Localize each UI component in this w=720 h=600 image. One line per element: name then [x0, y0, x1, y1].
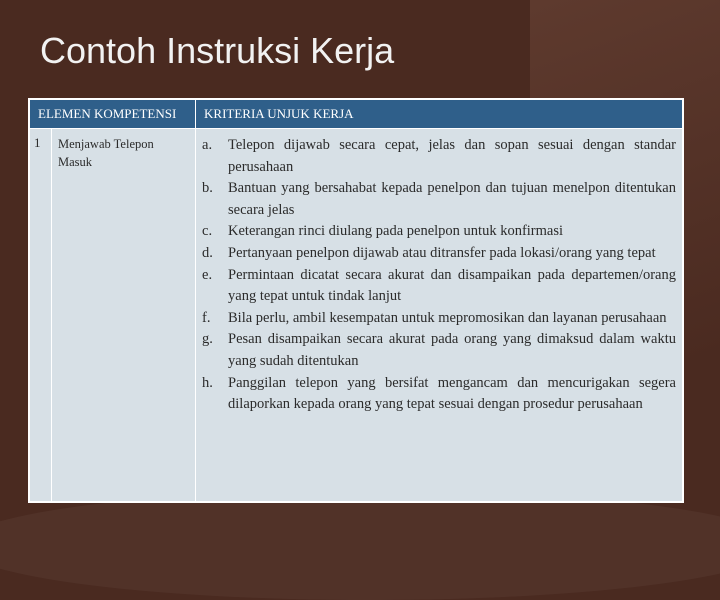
criteria-marker: e. — [202, 266, 213, 283]
row-number: 1 — [30, 129, 52, 502]
criteria-text: Keterangan rinci diulang pada penelpon untuk konfirmasi — [228, 223, 564, 240]
competency-table — [28, 98, 684, 503]
criteria-marker: h. — [202, 374, 213, 391]
header-kriteria-unjuk-kerja: KRITERIA UNJUK KERJA — [196, 100, 683, 129]
criteria-marker: f. — [202, 309, 211, 326]
criteria-text: Bantuan yang bersahabat kepada penelpon dan tujuan menelpon ditentukan secara jelas — [228, 180, 676, 218]
criteria-text: Telepon dijawab secara cepat, jelas dan sopan sesuai dengan standar perusahaan — [228, 137, 676, 175]
elemen-cell: Menjawab Telepon Masuk — [52, 129, 196, 502]
criteria-marker: g. — [202, 331, 213, 348]
table — [29, 99, 683, 502]
criteria-item — [202, 135, 676, 178]
criteria-marker: b. — [202, 180, 213, 197]
criteria-marker: a. — [202, 137, 213, 153]
criteria-item — [202, 373, 676, 416]
kriteria-cell — [196, 129, 683, 502]
criteria-list — [202, 135, 676, 416]
criteria-item — [202, 178, 676, 221]
criteria-text: Panggilan telepon yang bersifat mengancam dan mencurigakan segera dilaporkan kepada orang yang tepat sesuai dengan prosedur perusahaan — [228, 374, 676, 413]
table-row — [30, 129, 683, 502]
criteria-item — [202, 221, 676, 243]
criteria-marker: c. — [202, 223, 213, 240]
criteria-item — [202, 243, 676, 265]
criteria-text: Bila perlu, ambil kesempatan untuk mepromosikan dan layanan perusahaan — [228, 309, 667, 326]
criteria-text: Pertanyaan penelpon dijawab atau ditransfer pada lokasi/orang yang tepat — [228, 244, 656, 261]
criteria-item — [202, 265, 676, 308]
criteria-item — [202, 329, 676, 372]
criteria-text: Permintaan dicatat secara akurat dan disampaikan pada departemen/orang yang tepat untuk tindak lanjut — [228, 266, 676, 305]
table-header-row — [30, 100, 683, 129]
criteria-marker: d. — [202, 244, 213, 261]
criteria-item — [202, 308, 676, 330]
slide-title: Contoh Instruksi Kerja — [40, 30, 395, 71]
criteria-text: Pesan disampaikan secara akurat pada orang yang dimaksud dalam waktu yang sudah ditentukan — [228, 331, 676, 369]
header-elemen-kompetensi: ELEMEN KOMPETENSI — [30, 100, 196, 129]
background-curve — [0, 490, 720, 600]
